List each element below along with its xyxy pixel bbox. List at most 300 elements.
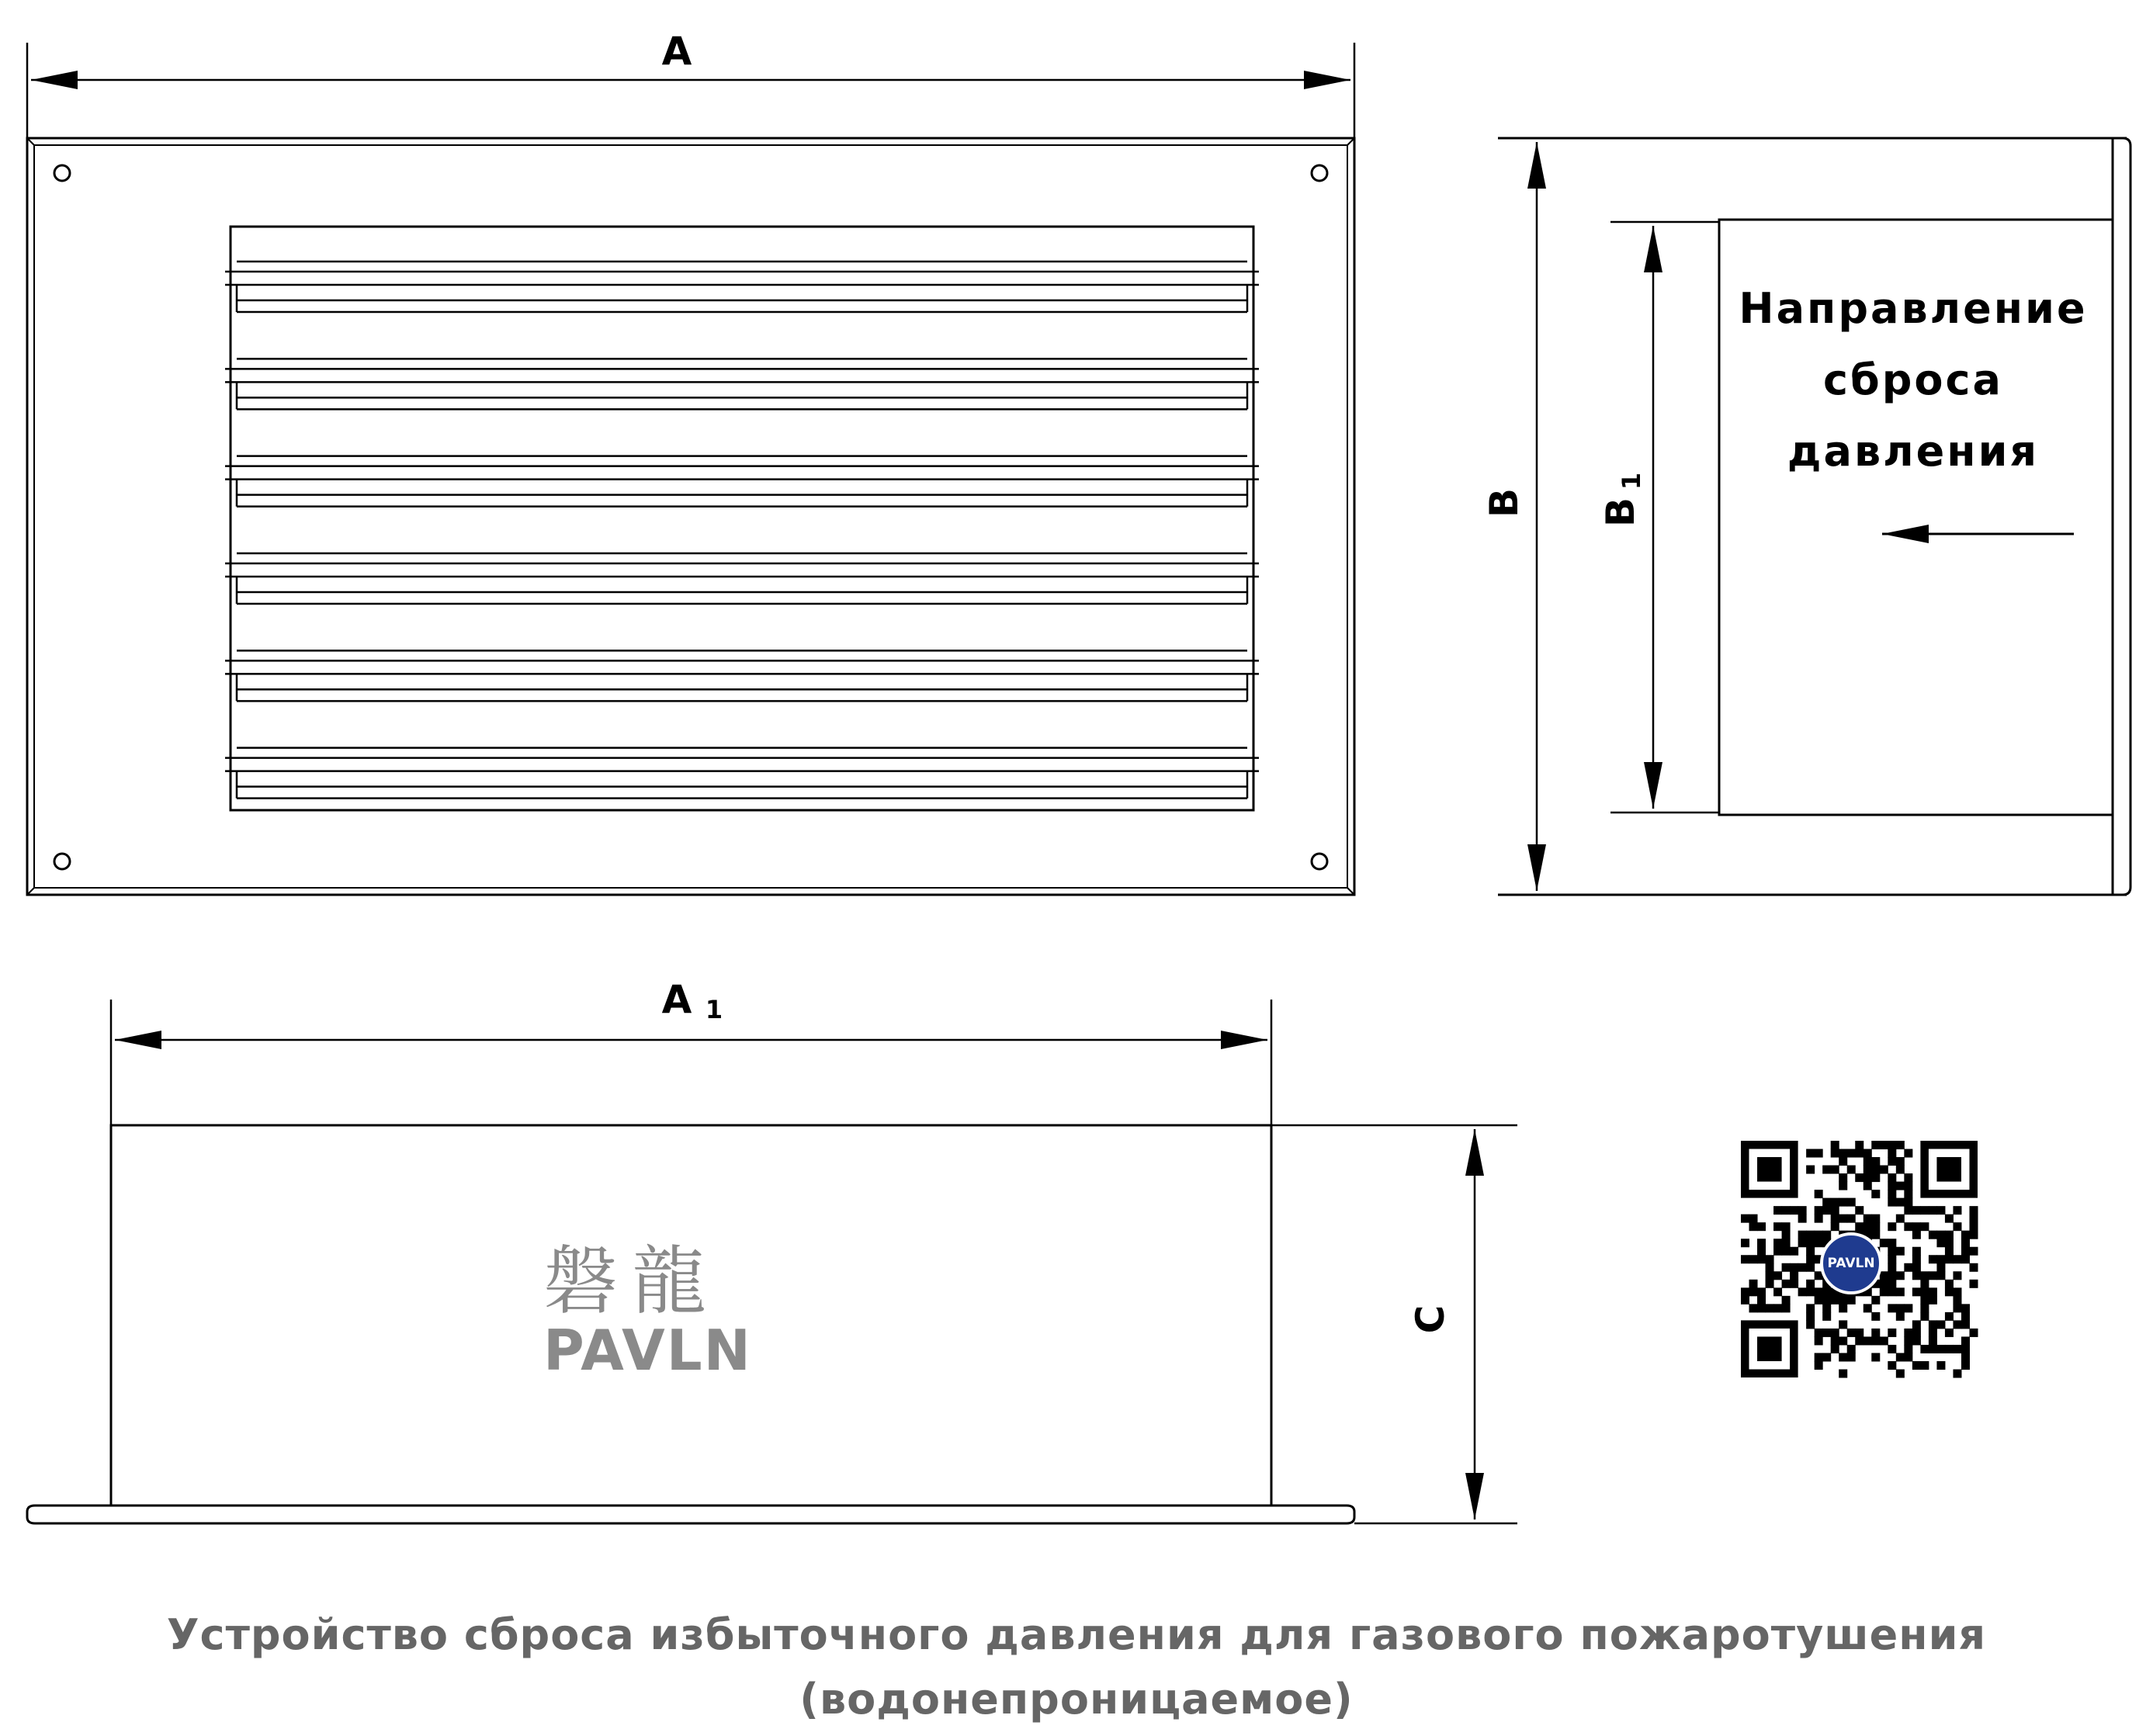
qr-module xyxy=(1888,1304,1896,1312)
qr-module xyxy=(1880,1287,1888,1296)
qr-module xyxy=(1929,1231,1937,1239)
qr-module xyxy=(1871,1173,1880,1182)
dimension-c-label: C xyxy=(1408,1305,1453,1334)
qr-module xyxy=(1864,1336,1872,1345)
front-flange-outer xyxy=(27,138,1354,895)
qr-module xyxy=(1855,1141,1864,1149)
qr-module xyxy=(1806,1320,1815,1329)
qr-module xyxy=(1888,1157,1896,1166)
qr-module xyxy=(1822,1231,1831,1239)
qr-module xyxy=(1953,1222,1961,1231)
qr-module xyxy=(1798,1231,1807,1239)
qr-module xyxy=(1782,1239,1791,1247)
qr-module xyxy=(1871,1296,1880,1305)
qr-module xyxy=(1904,1206,1912,1215)
side-flange xyxy=(2113,138,2130,895)
qr-module xyxy=(1920,1312,1929,1321)
qr-module xyxy=(1871,1215,1880,1223)
qr-module xyxy=(1773,1247,1782,1256)
qr-module xyxy=(1798,1239,1807,1247)
qr-module xyxy=(1880,1239,1888,1247)
qr-module xyxy=(1815,1296,1823,1305)
qr-module xyxy=(1847,1345,1856,1353)
qr-module xyxy=(1839,1182,1847,1190)
qr-module xyxy=(1961,1361,1970,1370)
qr-module xyxy=(1920,1345,1929,1353)
qr-module xyxy=(1831,1222,1839,1231)
qr-module xyxy=(1969,1206,1978,1215)
qr-module xyxy=(1904,1222,1912,1231)
qr-module xyxy=(1896,1198,1905,1207)
qr-module xyxy=(1961,1247,1970,1256)
qr-module xyxy=(1871,1157,1880,1166)
qr-module xyxy=(1815,1336,1823,1345)
mounting-hole-icon xyxy=(54,854,70,869)
qr-center-logo: PAVLN xyxy=(1820,1232,1882,1294)
qr-module xyxy=(1864,1222,1872,1231)
qr-module xyxy=(1806,1255,1815,1263)
qr-finder xyxy=(1757,1336,1782,1361)
qr-module xyxy=(1815,1149,1823,1158)
qr-module xyxy=(1969,1329,1978,1337)
qr-module xyxy=(1782,1280,1791,1288)
qr-module xyxy=(1847,1149,1856,1158)
qr-module xyxy=(1831,1345,1839,1353)
qr-module xyxy=(1790,1263,1798,1272)
qr-module xyxy=(1888,1182,1896,1190)
qr-module xyxy=(1961,1336,1970,1345)
qr-module xyxy=(1806,1287,1815,1296)
qr-module xyxy=(1864,1149,1872,1158)
qr-module xyxy=(1896,1312,1905,1321)
qr-module xyxy=(1839,1369,1847,1377)
qr-module xyxy=(1855,1149,1864,1158)
qr-module xyxy=(1822,1353,1831,1361)
qr-module xyxy=(1749,1215,1758,1223)
qr-module xyxy=(1782,1206,1791,1215)
qr-module xyxy=(1839,1353,1847,1361)
qr-module xyxy=(1871,1312,1880,1321)
qr-module xyxy=(1831,1215,1839,1223)
qr-module xyxy=(1961,1304,1970,1312)
mounting-hole-icon xyxy=(54,165,70,181)
qr-module xyxy=(1929,1255,1937,1263)
qr-module xyxy=(1757,1296,1766,1305)
qr-module xyxy=(1871,1166,1880,1174)
qr-module xyxy=(1945,1287,1954,1296)
qr-module xyxy=(1790,1271,1798,1280)
qr-module xyxy=(1749,1287,1758,1296)
qr-module xyxy=(1806,1304,1815,1312)
qr-module xyxy=(1831,1166,1839,1174)
qr-module xyxy=(1888,1149,1896,1158)
bottom-view xyxy=(27,1125,1517,1523)
qr-module xyxy=(1904,1182,1912,1190)
qr-module xyxy=(1773,1206,1782,1215)
qr-module xyxy=(1757,1222,1766,1231)
qr-finder xyxy=(1936,1157,1961,1182)
qr-module xyxy=(1912,1320,1921,1329)
qr-module xyxy=(1888,1222,1896,1231)
qr-module xyxy=(1961,1353,1970,1361)
qr-module xyxy=(1815,1329,1823,1337)
qr-module xyxy=(1945,1239,1954,1247)
qr-module xyxy=(1741,1287,1749,1296)
qr-module xyxy=(1953,1345,1961,1353)
qr-module xyxy=(1936,1320,1945,1329)
qr-module xyxy=(1969,1263,1978,1272)
qr-module xyxy=(1888,1247,1896,1256)
qr-module xyxy=(1815,1287,1823,1296)
direction-line-1: Направление xyxy=(1739,284,2088,333)
qr-module xyxy=(1912,1336,1921,1345)
qr-module xyxy=(1847,1353,1856,1361)
qr-module xyxy=(1888,1173,1896,1182)
qr-module xyxy=(1757,1255,1766,1263)
qr-module xyxy=(1961,1345,1970,1353)
qr-module xyxy=(1912,1263,1921,1272)
qr-module xyxy=(1904,1198,1912,1207)
caption-line-1: Устройство сброса избыточного давления для газового пожаротушения xyxy=(166,1610,1987,1659)
qr-module xyxy=(1839,1173,1847,1182)
qr-module xyxy=(1953,1206,1961,1215)
qr-module xyxy=(1831,1141,1839,1149)
qr-module xyxy=(1880,1336,1888,1345)
qr-module xyxy=(1871,1222,1880,1231)
qr-module xyxy=(1871,1231,1880,1239)
mounting-hole-icon xyxy=(1312,165,1327,181)
qr-module xyxy=(1782,1231,1791,1239)
qr-module xyxy=(1749,1280,1758,1288)
qr-module xyxy=(1888,1280,1896,1288)
bottom-flange xyxy=(27,1506,1354,1523)
qr-module xyxy=(1871,1336,1880,1345)
qr-module xyxy=(1815,1206,1823,1215)
qr-module xyxy=(1920,1206,1929,1215)
qr-module xyxy=(1806,1280,1815,1288)
front-view xyxy=(27,138,1354,895)
qr-module xyxy=(1871,1141,1880,1149)
qr-module xyxy=(1806,1166,1815,1174)
qr-module xyxy=(1749,1304,1758,1312)
qr-module xyxy=(1945,1345,1954,1353)
qr-module xyxy=(1912,1255,1921,1263)
qr-module xyxy=(1757,1239,1766,1247)
louver-blades xyxy=(225,262,1259,799)
qr-module xyxy=(1798,1287,1807,1296)
direction-label xyxy=(1704,273,2123,487)
qr-module xyxy=(1961,1320,1970,1329)
qr-module xyxy=(1920,1222,1929,1231)
qr-module xyxy=(1920,1296,1929,1305)
dimension-a1-label: A xyxy=(661,977,692,1022)
qr-module xyxy=(1864,1215,1872,1223)
qr-module xyxy=(1839,1198,1847,1207)
qr-module xyxy=(1741,1239,1749,1247)
qr-module xyxy=(1749,1222,1758,1231)
qr-module xyxy=(1822,1166,1831,1174)
qr-module xyxy=(1896,1141,1905,1149)
qr-module xyxy=(1929,1287,1937,1296)
qr-module xyxy=(1888,1263,1896,1272)
qr-module xyxy=(1912,1361,1921,1370)
qr-module xyxy=(1929,1329,1937,1337)
qr-module xyxy=(1896,1369,1905,1377)
qr-module xyxy=(1896,1287,1905,1296)
qr-module xyxy=(1822,1198,1831,1207)
qr-module xyxy=(1936,1263,1945,1272)
dimension-b1-label: B xyxy=(1598,497,1643,528)
qr-module xyxy=(1888,1345,1896,1353)
qr-module xyxy=(1741,1296,1749,1305)
qr-module xyxy=(1766,1304,1774,1312)
qr-module xyxy=(1822,1304,1831,1312)
qr-module xyxy=(1920,1361,1929,1370)
qr-module xyxy=(1953,1287,1961,1296)
qr-module xyxy=(1912,1206,1921,1215)
qr-module xyxy=(1782,1247,1791,1256)
qr-module xyxy=(1904,1263,1912,1272)
qr-module xyxy=(1757,1247,1766,1256)
direction-line-2: сброса xyxy=(1823,355,2003,404)
qr-module xyxy=(1847,1198,1856,1207)
dimension-a-label: A xyxy=(661,29,692,74)
qr-module xyxy=(1953,1296,1961,1305)
qr-module xyxy=(1822,1296,1831,1305)
qr-module xyxy=(1929,1296,1937,1305)
qr-module xyxy=(1929,1320,1937,1329)
qr-module xyxy=(1945,1231,1954,1239)
qr-module xyxy=(1953,1304,1961,1312)
qr-module xyxy=(1953,1255,1961,1263)
qr-module xyxy=(1871,1353,1880,1361)
qr-module xyxy=(1790,1206,1798,1215)
qr-module xyxy=(1904,1173,1912,1182)
qr-module xyxy=(1782,1304,1791,1312)
grille-frame xyxy=(231,227,1253,810)
qr-module xyxy=(1969,1231,1978,1239)
qr-module xyxy=(1896,1353,1905,1361)
qr-module xyxy=(1920,1271,1929,1280)
qr-module xyxy=(1839,1296,1847,1305)
qr-module xyxy=(1904,1304,1912,1312)
qr-module xyxy=(1773,1271,1782,1280)
qr-module xyxy=(1766,1263,1774,1272)
qr-module xyxy=(1822,1312,1831,1321)
qr-module xyxy=(1888,1361,1896,1370)
qr-module xyxy=(1880,1141,1888,1149)
qr-module xyxy=(1839,1215,1847,1223)
qr-module xyxy=(1904,1329,1912,1337)
qr-module xyxy=(1936,1231,1945,1239)
qr-module xyxy=(1969,1222,1978,1231)
qr-module xyxy=(1831,1329,1839,1337)
qr-module xyxy=(1847,1296,1856,1305)
qr-module xyxy=(1871,1329,1880,1337)
qr-module xyxy=(1741,1215,1749,1223)
qr-module xyxy=(1904,1149,1912,1158)
brand-logo-latin: PAVLN xyxy=(543,1318,752,1383)
qr-module xyxy=(1839,1336,1847,1345)
qr-module xyxy=(1896,1215,1905,1223)
qr-module xyxy=(1953,1369,1961,1377)
qr-module xyxy=(1806,1312,1815,1321)
qr-module xyxy=(1912,1231,1921,1239)
qr-module xyxy=(1888,1190,1896,1198)
qr-module xyxy=(1773,1287,1782,1296)
qr-module xyxy=(1912,1247,1921,1256)
qr-module xyxy=(1815,1215,1823,1223)
qr-module xyxy=(1945,1247,1954,1256)
qr-module xyxy=(1806,1239,1815,1247)
qr-module xyxy=(1896,1271,1905,1280)
qr-module xyxy=(1749,1255,1758,1263)
qr-module xyxy=(1888,1198,1896,1207)
qr-module xyxy=(1773,1222,1782,1231)
qr-module xyxy=(1896,1157,1905,1166)
qr-module xyxy=(1831,1336,1839,1345)
qr-module xyxy=(1880,1280,1888,1288)
qr-module xyxy=(1773,1239,1782,1247)
qr-module xyxy=(1961,1312,1970,1321)
qr-module xyxy=(1766,1271,1774,1280)
dimension-b1-subscript: 1 xyxy=(1617,472,1646,490)
qr-module xyxy=(1888,1329,1896,1337)
qr-module xyxy=(1888,1287,1896,1296)
qr-module xyxy=(1969,1247,1978,1256)
qr-module xyxy=(1961,1255,1970,1263)
qr-module xyxy=(1912,1329,1921,1337)
qr-module xyxy=(1757,1287,1766,1296)
qr-module xyxy=(1945,1329,1954,1337)
qr-module xyxy=(1936,1206,1945,1215)
qr-module xyxy=(1920,1304,1929,1312)
qr-module xyxy=(1782,1222,1791,1231)
qr-module xyxy=(1831,1198,1839,1207)
qr-module xyxy=(1815,1231,1823,1239)
qr-module xyxy=(1888,1141,1896,1149)
qr-module xyxy=(1815,1353,1823,1361)
qr-module xyxy=(1896,1247,1905,1256)
qr-module xyxy=(1961,1239,1970,1247)
qr-module xyxy=(1896,1182,1905,1190)
qr-module xyxy=(1855,1173,1864,1182)
qr-module xyxy=(1896,1166,1905,1174)
qr-module xyxy=(1839,1157,1847,1166)
qr-module xyxy=(1815,1190,1823,1198)
qr-module xyxy=(1806,1247,1815,1256)
qr-module xyxy=(1904,1353,1912,1361)
qr-module xyxy=(1945,1280,1954,1288)
qr-module xyxy=(1766,1255,1774,1263)
qr-module xyxy=(1831,1206,1839,1215)
qr-module xyxy=(1855,1336,1864,1345)
qr-finder xyxy=(1757,1157,1782,1182)
qr-module xyxy=(1790,1247,1798,1256)
qr-module xyxy=(1864,1157,1872,1166)
qr-module xyxy=(1880,1166,1888,1174)
qr-module xyxy=(1880,1271,1888,1280)
qr-module xyxy=(1741,1255,1749,1263)
dimension-a1-subscript: 1 xyxy=(705,995,723,1024)
qr-module xyxy=(1798,1263,1807,1272)
qr-module xyxy=(1936,1345,1945,1353)
qr-module xyxy=(1896,1304,1905,1312)
qr-module xyxy=(1864,1182,1872,1190)
qr-module xyxy=(1855,1222,1864,1231)
qr-module xyxy=(1831,1149,1839,1158)
side-view xyxy=(1498,138,2130,895)
qr-module xyxy=(1839,1320,1847,1329)
qr-module xyxy=(1871,1190,1880,1198)
qr-module xyxy=(1888,1255,1896,1263)
qr-module xyxy=(1822,1206,1831,1215)
qr-module xyxy=(1806,1149,1815,1158)
qr-module xyxy=(1953,1320,1961,1329)
direction-line-3: давления xyxy=(1787,427,2040,476)
qr-module xyxy=(1929,1336,1937,1345)
qr-module xyxy=(1847,1215,1856,1223)
qr-module xyxy=(1929,1345,1937,1353)
qr-module xyxy=(1920,1280,1929,1288)
qr-module xyxy=(1936,1361,1945,1370)
qr-module xyxy=(1798,1215,1807,1223)
qr-module xyxy=(1864,1304,1872,1312)
qr-module xyxy=(1969,1280,1978,1288)
qr-module xyxy=(1815,1361,1823,1370)
qr-module xyxy=(1782,1263,1791,1272)
qr-module xyxy=(1847,1166,1856,1174)
qr-module xyxy=(1945,1215,1954,1223)
qr-module xyxy=(1904,1345,1912,1353)
brand-logo-chinese: 磐龍 xyxy=(543,1238,720,1325)
qr-module xyxy=(1847,1329,1856,1337)
qr-module xyxy=(1798,1206,1807,1215)
qr-module xyxy=(1766,1280,1774,1288)
qr-module xyxy=(1936,1271,1945,1280)
qr-module xyxy=(1864,1166,1872,1174)
qr-module xyxy=(1936,1239,1945,1247)
qr-module xyxy=(1888,1239,1896,1247)
qr-module xyxy=(1888,1271,1896,1280)
qr-module xyxy=(1912,1222,1921,1231)
caption-line-2: (водонепроницаемое) xyxy=(799,1675,1354,1724)
qr-module xyxy=(1912,1271,1921,1280)
qr-module xyxy=(1855,1206,1864,1215)
qr-module xyxy=(1839,1149,1847,1158)
qr-module xyxy=(1864,1173,1872,1182)
qr-module xyxy=(1953,1271,1961,1280)
qr-module xyxy=(1773,1304,1782,1312)
qr-module xyxy=(1929,1206,1937,1215)
qr-module xyxy=(1961,1231,1970,1239)
qr-module xyxy=(1790,1280,1798,1288)
qr-module xyxy=(1839,1304,1847,1312)
qr-module xyxy=(1945,1312,1954,1321)
qr-module xyxy=(1936,1255,1945,1263)
qr-module xyxy=(1904,1190,1912,1198)
qr-module xyxy=(1912,1287,1921,1296)
qr-module xyxy=(1815,1239,1823,1247)
qr-module xyxy=(1855,1329,1864,1337)
qr-module xyxy=(1904,1336,1912,1345)
qr-module xyxy=(1822,1287,1831,1296)
qr-module xyxy=(1831,1296,1839,1305)
qr-module xyxy=(1929,1271,1937,1280)
qr-module xyxy=(1822,1329,1831,1337)
qr-module xyxy=(1806,1263,1815,1272)
qr-module xyxy=(1782,1296,1791,1305)
